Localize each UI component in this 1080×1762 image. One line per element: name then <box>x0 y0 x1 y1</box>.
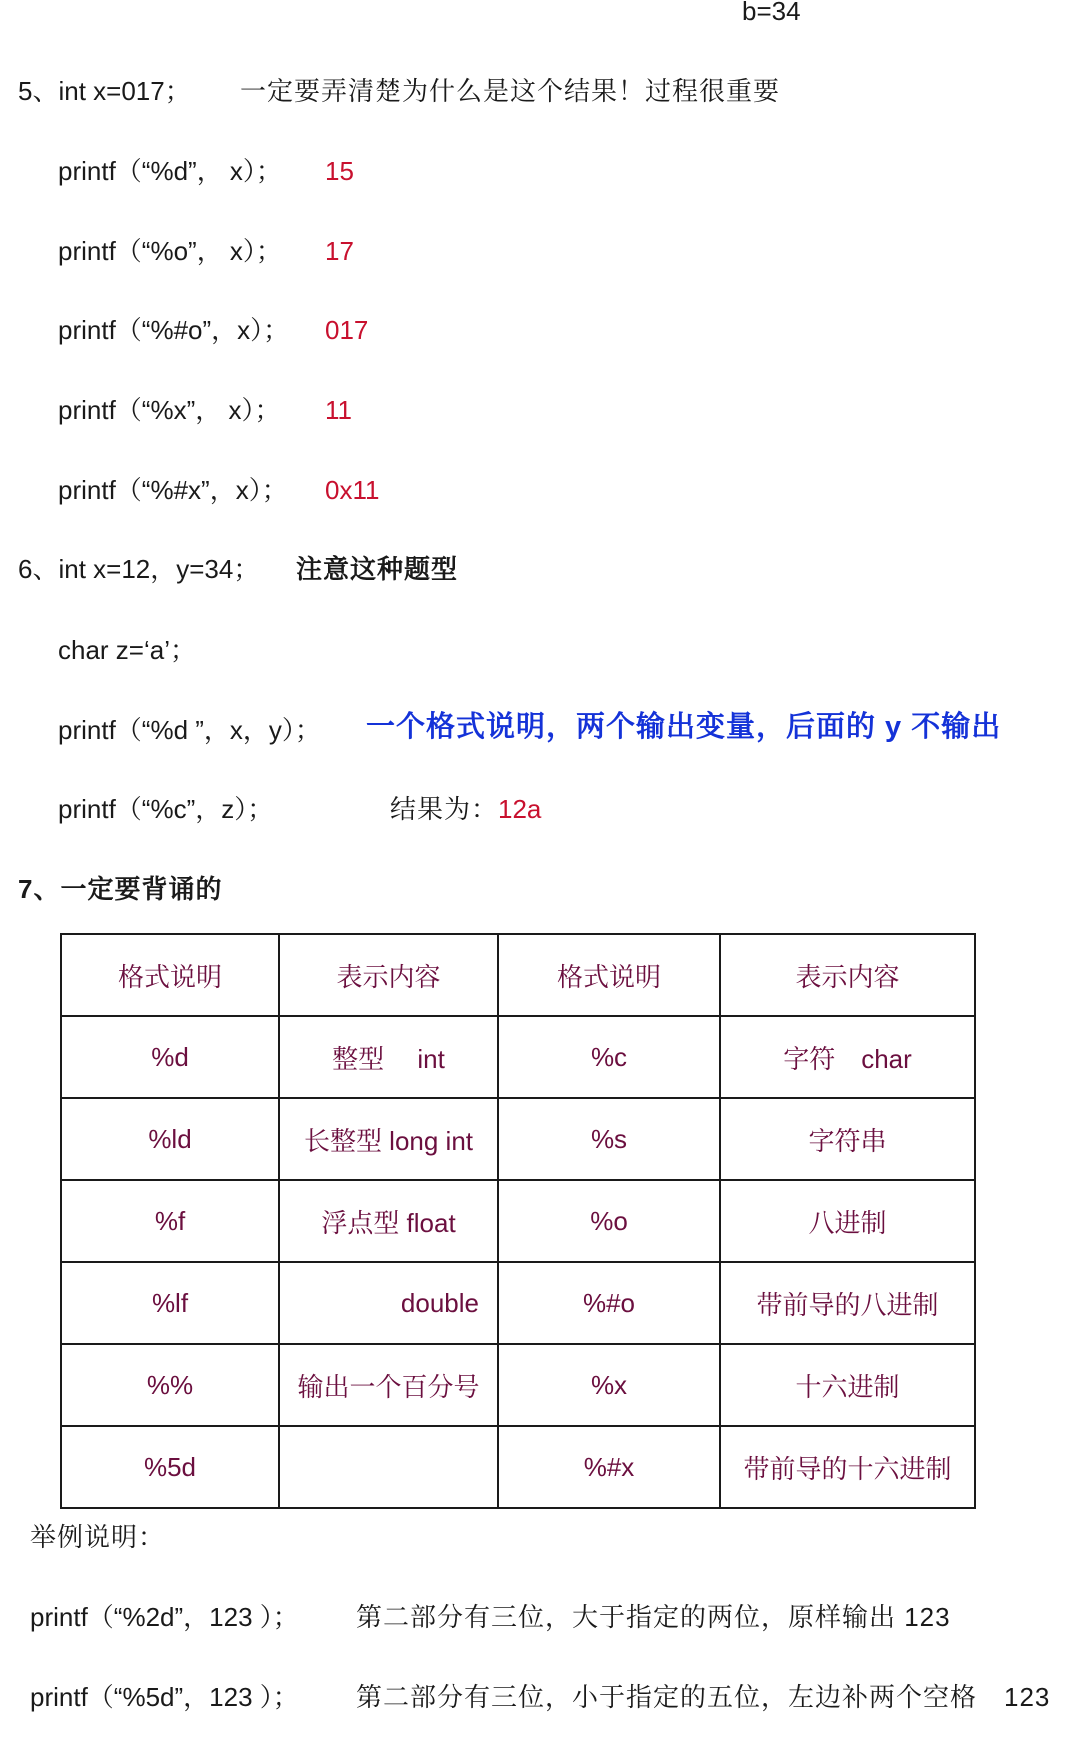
table-cell: %d <box>61 1016 279 1098</box>
table-cell: 十六进制 <box>720 1344 975 1426</box>
table-row <box>61 1426 975 1508</box>
table-cell: %ld <box>61 1098 279 1180</box>
examples-title: 举例说明： <box>30 1522 166 1552</box>
item6-char-line: char z=‘a’； <box>58 635 196 665</box>
table-header-cell: 格式说明 <box>61 934 279 1016</box>
item5-line-4-code: printf（“%x”， x）； <box>58 395 281 425</box>
table-cell: 带前导的八进制 <box>720 1262 975 1344</box>
item5-line-1-code: printf（“%d”， x）； <box>58 156 282 186</box>
item6-printf1-code: printf（“%d ”，x，y）； <box>58 715 321 745</box>
table-row <box>61 1262 975 1344</box>
example-2-note: 第二部分有三位，小于指定的五位，左边补两个空格 123 <box>356 1682 1051 1712</box>
table-cell: %lf <box>61 1262 279 1344</box>
item5-line-5-code: printf（“%#x”，x）； <box>58 475 288 505</box>
table-header-row <box>61 934 975 1016</box>
item5-line-1-result: 15 <box>325 156 354 186</box>
table-row <box>61 1180 975 1262</box>
table-cell: 整型 int <box>279 1016 498 1098</box>
item5-code: 5、int x=017； <box>18 76 191 106</box>
table-cell: %c <box>498 1016 720 1098</box>
item6-printf2-label: 结果为： <box>390 794 499 824</box>
table-row <box>61 1098 975 1180</box>
table-cell: %% <box>61 1344 279 1426</box>
table-row <box>61 1016 975 1098</box>
item5-note: 一定要弄清楚为什么是这个结果！过程很重要 <box>240 76 781 106</box>
item6-code: 6、int x=12，y=34； <box>18 554 260 584</box>
format-specifier-table <box>60 933 976 1509</box>
table-cell: %s <box>498 1098 720 1180</box>
item6-printf2-code: printf（“%c”，z）； <box>58 794 274 824</box>
table-header-cell: 表示内容 <box>279 934 498 1016</box>
item5-line-2-code: printf（“%o”， x）； <box>58 236 282 266</box>
table-cell: %x <box>498 1344 720 1426</box>
table-cell: 八进制 <box>720 1180 975 1262</box>
table-cell: %#o <box>498 1262 720 1344</box>
example-1-code: printf（“%2d”，123 ）； <box>30 1602 299 1632</box>
item5-line-3-result: 017 <box>325 315 369 345</box>
table-cell <box>279 1426 498 1508</box>
table-cell: 带前导的十六进制 <box>720 1426 975 1508</box>
table-cell: %o <box>498 1180 720 1262</box>
table-cell: 长整型 long int <box>279 1098 498 1180</box>
top-fragment-text: b=34 <box>742 0 801 26</box>
table-cell: 字符 char <box>720 1016 975 1098</box>
table-cell: 浮点型 float <box>279 1180 498 1262</box>
table-cell: %5d <box>61 1426 279 1508</box>
item5-line-2-result: 17 <box>325 236 354 266</box>
item6-printf1-note: 一个格式说明，两个输出变量，后面的 y 不输出 <box>366 711 1002 743</box>
item5-line-5-result: 0x11 <box>325 475 380 505</box>
table-cell: %#x <box>498 1426 720 1508</box>
table-row <box>61 1344 975 1426</box>
table-cell: double <box>279 1262 498 1344</box>
item7-title: 7、一定要背诵的 <box>18 874 223 904</box>
example-1-note: 第二部分有三位，大于指定的两位，原样输出 123 <box>356 1602 951 1632</box>
item5-line-3-code: printf（“%#o”，x）； <box>58 315 290 345</box>
table-cell: 字符串 <box>720 1098 975 1180</box>
item6-note: 注意这种题型 <box>296 554 459 584</box>
example-2-code: printf（“%5d”，123 ）； <box>30 1682 299 1712</box>
table-cell: %f <box>61 1180 279 1262</box>
table-header-cell: 格式说明 <box>498 934 720 1016</box>
table-cell: 输出一个百分号 <box>279 1344 498 1426</box>
item6-printf2-result: 12a <box>498 794 542 824</box>
item5-line-4-result: 11 <box>325 395 352 425</box>
table-header-cell: 表示内容 <box>720 934 975 1016</box>
